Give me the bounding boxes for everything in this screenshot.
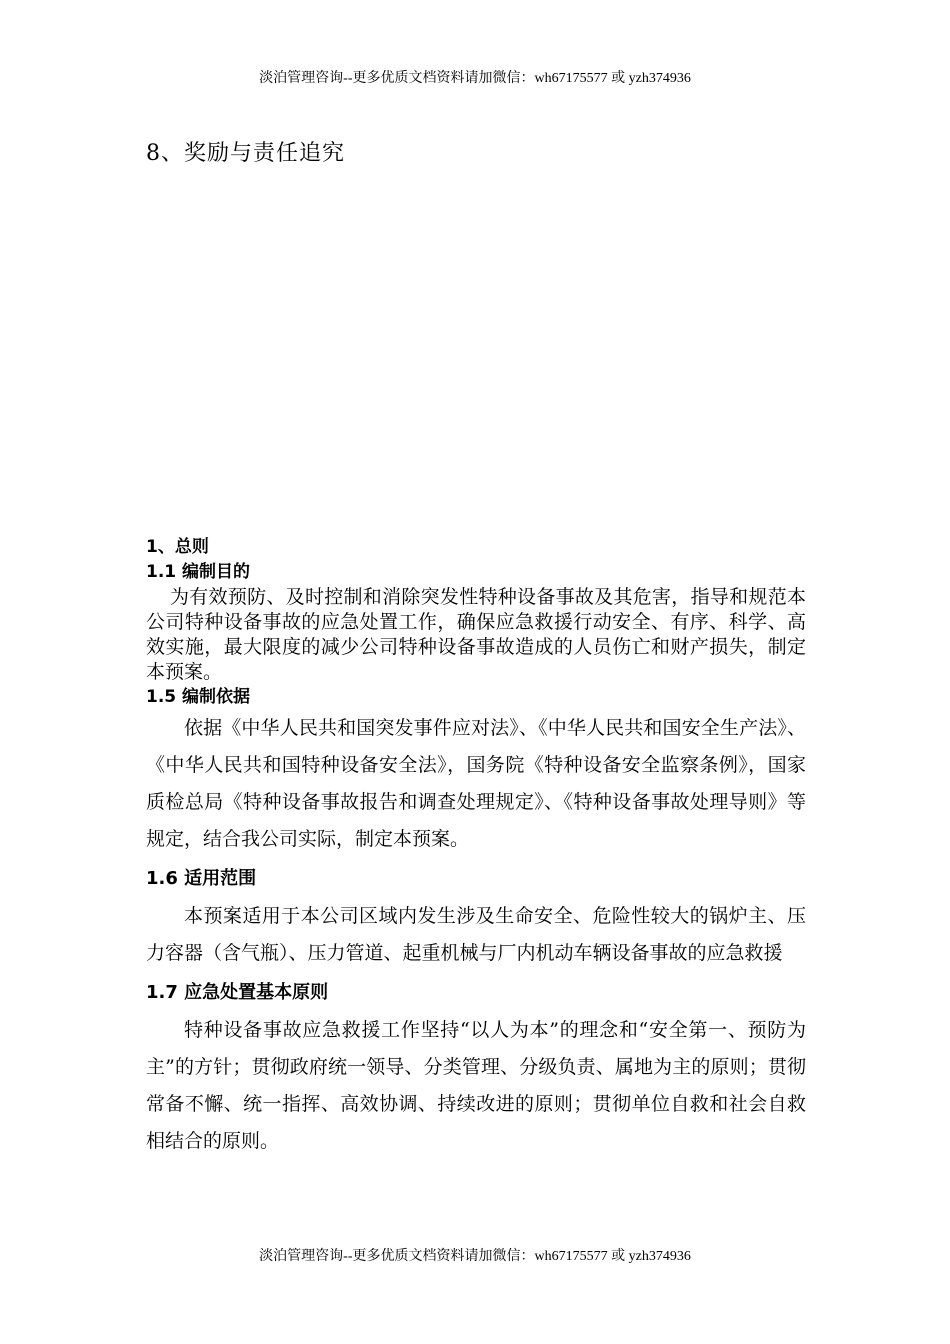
page-footer: 淡泊管理咨询--更多优质文档资料请加微信：wh67175577 或 yzh374936: [259, 1249, 691, 1264]
section-title-purpose: 1.1 编制目的: [146, 562, 251, 582]
document-body: [146, 535, 806, 1160]
paragraph-basis: 依据《中华人民共和国突发事件应对法》、《中华人民共和国安全生产法》、《中华人民共和国特种设备安全法》，国务院《特种设备安全监察条例》，国家质检总局《特种设备事故报告和调查处理规定》、《特种设备事故处理导则》等规定，结合我公司实际，制定本预案。: [146, 717, 806, 850]
section-title-principles: 1.7 应急处置基本原则: [146, 982, 329, 1003]
paragraph-purpose: 为有效预防、及时控制和消除突发性特种设备事故及其危害，指导和规范本公司特种设备事故的应急处置工作，确保应急救援行动安全、有序、科学、高效实施，最大限度的减少公司特种设备事故造成的人员伤亡和财产损失，制定本预案。: [146, 586, 806, 683]
paragraph-scope: 本预案适用于本公司区域内发生涉及生命安全、危险性较大的锅炉主、压力容器（含气瓶）、压力管道、起重机械与厂内机动车辆设备事故的应急救援: [146, 905, 806, 964]
paragraph-principles: 特种设备事故应急救援工作坚持“以人为本”的理念和“安全第一、预防为主”的方针；贯彻政府统一领导、分类管理、分级负责、属地为主的原则；贯彻常备不懈、统一指挥、高效协调、持续改进的原则；贯彻单位自救和社会自救相结合的原则。: [146, 1019, 806, 1152]
section-title-general: 1、总则: [146, 537, 209, 557]
section-title-basis: 1.5 编制依据: [146, 687, 251, 707]
page-header: 淡泊管理咨询--更多优质文档资料请加微信：wh67175577 或 yzh374936: [259, 71, 691, 86]
toc-item-8: 8、奖励与责任追究: [146, 141, 345, 166]
section-title-scope: 1.6 适用范围: [146, 868, 257, 889]
